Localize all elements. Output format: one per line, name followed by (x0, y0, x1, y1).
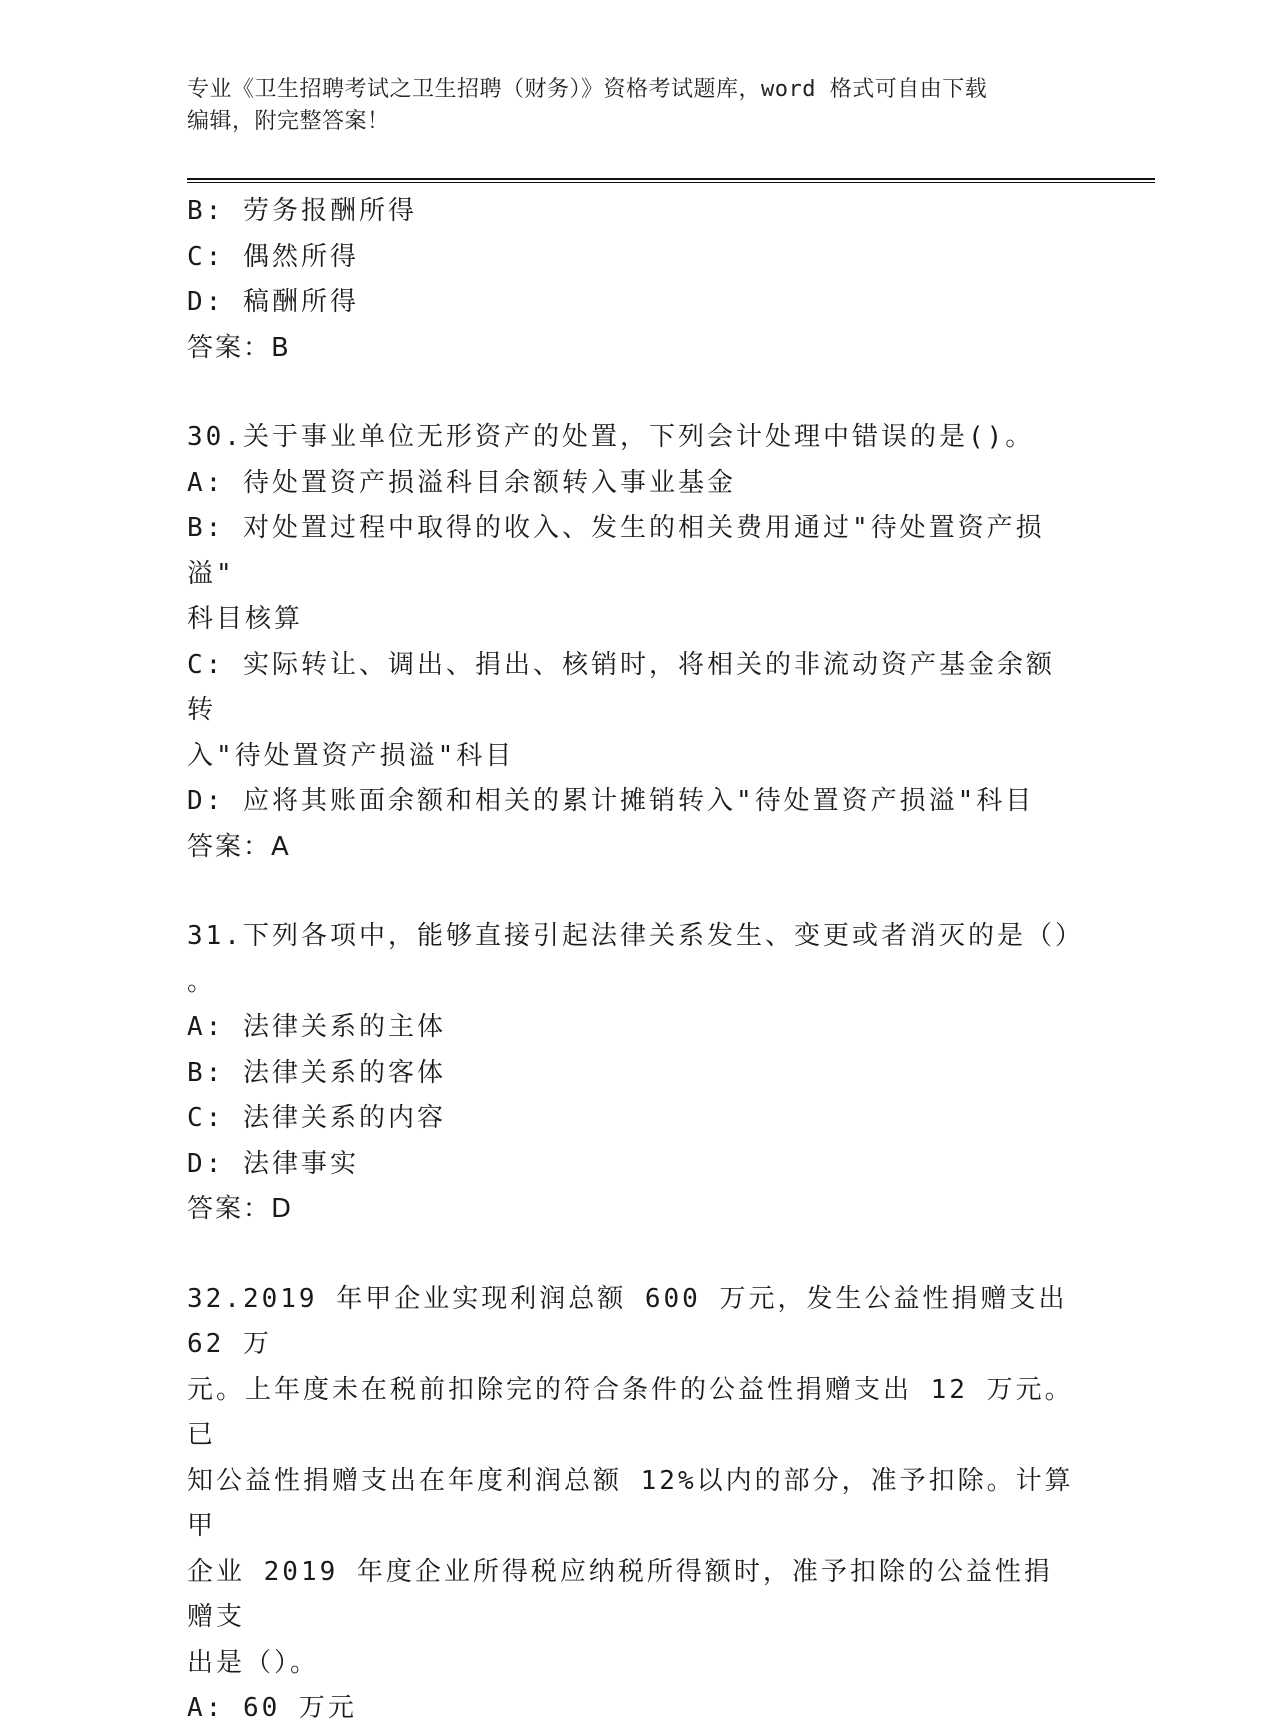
q31-option-b: B: 法律关系的客体 (187, 1057, 446, 1088)
q30-option-c-line-1: C: 实际转让、调出、捐出、核销时，将相关的非流动资产基金余额转 (187, 649, 1055, 725)
q30-option-b-line-2: 科目核算 (187, 604, 304, 634)
header-line-1: 专业《卫生招聘考试之卫生招聘（财务）》资格考试题库，word 格式可自由下载 (187, 77, 988, 102)
q30-option-b-line-1: B: 对处置过程中取得的收入、发生的相关费用通过"待处置资产损溢" (187, 513, 1045, 589)
q29-option-b: B: 劳务报酬所得 (187, 196, 417, 226)
question-29-tail (187, 189, 1077, 371)
question-32 (187, 1277, 1087, 1732)
q29-answer: 答案：B (187, 332, 291, 363)
q30-stem: 30.关于事业单位无形资产的处置，下列会计处理中错误的是()。 (187, 422, 1035, 452)
q32-stem-line-3: 知公益性捐赠支出在年度利润总额 12%以内的部分，准予扣除。计算甲 (187, 1465, 1074, 1541)
q31-stem-line-2: 。 (187, 966, 217, 997)
q31-option-a: A: 法律关系的主体 (187, 1012, 446, 1042)
header-line-2: 编辑，附完整答案！ (187, 109, 390, 134)
q31-answer: 答案：D (187, 1194, 294, 1224)
question-31 (187, 914, 1084, 1233)
q29-option-c: C: 偶然所得 (187, 241, 359, 272)
q32-option-a: A: 60 万元 (187, 1693, 357, 1723)
question-content (187, 189, 1087, 1732)
q29-option-d: D: 稿酬所得 (187, 287, 359, 317)
q30-option-a: A: 待处置资产损溢科目余额转入事业基金 (187, 467, 736, 498)
question-30 (187, 415, 1077, 870)
q30-option-c-line-2: 入"待处置资产损溢"科目 (187, 740, 515, 771)
q31-stem-line-1: 31.下列各项中，能够直接引起法律关系发生、变更或者消灭的是（） (187, 921, 1084, 951)
spacer (187, 1233, 1077, 1277)
q30-answer: 答案：A (187, 831, 291, 862)
q31-option-c: C: 法律关系的内容 (187, 1103, 446, 1133)
q31-option-d: D: 法律事实 (187, 1148, 359, 1179)
q30-option-d: D: 应将其账面余额和相关的累计摊销转入"待处置资产损溢"科目 (187, 786, 1035, 816)
q32-stem-line-4: 企业 2019 年度企业所得税应纳税所得额时，准予扣除的公益性捐赠支 (187, 1556, 1053, 1632)
q32-stem-line-2: 元。上年度未在税前扣除完的符合条件的公益性捐赠支出 12 万元。已 (187, 1374, 1074, 1450)
q32-stem-line-5: 出是（）。 (187, 1647, 320, 1678)
header-divider (187, 178, 1155, 183)
document-header (187, 74, 1067, 138)
spacer (187, 870, 1077, 914)
spacer (187, 371, 1077, 415)
q32-stem-line-1: 32.2019 年甲企业实现利润总额 600 万元，发生公益性捐赠支出 62 万 (187, 1283, 1087, 1359)
